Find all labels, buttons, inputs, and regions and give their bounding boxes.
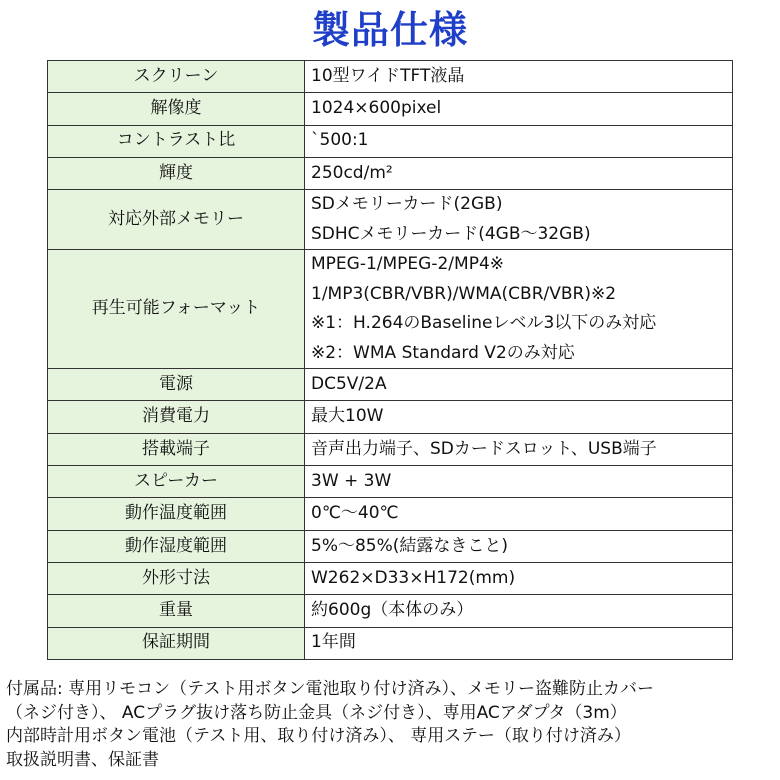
accessories-line: 付属品: 専用リモコン（テスト用ボタン電池取り付け済み）、メモリー盗難防止カバー	[6, 679, 654, 699]
spec-row	[48, 401, 733, 433]
spec-value	[305, 61, 733, 93]
spec-label: 輝度	[48, 157, 305, 189]
spec-row	[48, 562, 733, 594]
spec-value-line: 3W + 3W	[311, 470, 392, 491]
spec-row	[48, 466, 733, 498]
spec-value	[305, 157, 733, 189]
spec-label: スクリーン	[48, 61, 305, 93]
spec-value-line: 10型ワイドTFT液晶	[311, 65, 465, 86]
spec-row	[48, 595, 733, 627]
spec-value-line: 1024×600pixel	[311, 98, 442, 119]
spec-label: 外形寸法	[48, 562, 305, 594]
spec-value	[305, 530, 733, 562]
spec-value-line: ※1：H.264のBaselineレベル3以下のみ対応	[311, 313, 657, 334]
spec-row	[48, 369, 733, 401]
spec-row	[48, 190, 733, 250]
spec-label: 重量	[48, 595, 305, 627]
spec-label: 動作湿度範囲	[48, 530, 305, 562]
spec-table	[47, 60, 733, 660]
spec-value-line: `500:1	[311, 130, 369, 151]
spec-row	[48, 61, 733, 93]
spec-row	[48, 125, 733, 157]
spec-value-line: DC5V/2A	[311, 374, 387, 395]
accessories-line: 取扱説明書、保証書	[6, 749, 159, 770]
spec-value	[305, 433, 733, 465]
spec-value-line: 約600g（本体のみ）	[311, 600, 474, 621]
spec-value	[305, 498, 733, 530]
spec-value	[305, 93, 733, 125]
spec-value-line: MPEG-1/MPEG-2/MP4※	[311, 254, 505, 275]
spec-value-line: 5%～85%(結露なきこと)	[311, 535, 509, 556]
spec-value	[305, 401, 733, 433]
spec-label: スピーカー	[48, 466, 305, 498]
spec-label: 解像度	[48, 93, 305, 125]
spec-value	[305, 250, 733, 369]
spec-value-line: SDメモリーカード(2GB)	[311, 194, 503, 215]
spec-label: 対応外部メモリー	[48, 190, 305, 250]
spec-row	[48, 498, 733, 530]
spec-row	[48, 157, 733, 189]
spec-label: 再生可能フォーマット	[48, 250, 305, 369]
spec-value	[305, 627, 733, 659]
spec-value	[305, 190, 733, 250]
spec-value	[305, 595, 733, 627]
spec-label: 電源	[48, 369, 305, 401]
spec-row	[48, 627, 733, 659]
spec-value-line: ※2：WMA Standard V2のみ対応	[311, 342, 575, 363]
spec-value	[305, 369, 733, 401]
spec-value-line: 0℃～40℃	[311, 503, 399, 524]
spec-row	[48, 433, 733, 465]
spec-value-line: 250cd/m²	[311, 162, 393, 183]
page-title: 製品仕様	[311, 8, 468, 52]
accessories-line: （ネジ付き）、 ACプラグ抜け落ち防止金具（ネジ付き）、専用ACアダプタ（3m）	[6, 702, 627, 723]
spec-value-line: W262×D33×H172(mm)	[311, 567, 516, 588]
accessories-line: 内部時計用ボタン電池（テスト用、取り付け済み）、 専用ステー（取り付け済み）	[6, 726, 631, 746]
spec-value-line: 最大10W	[311, 406, 384, 427]
spec-label: 動作温度範囲	[48, 498, 305, 530]
spec-label: 保証期間	[48, 627, 305, 659]
spec-label: 搭載端子	[48, 433, 305, 465]
accessories-note	[6, 678, 776, 772]
spec-value	[305, 125, 733, 157]
spec-value-line: 1/MP3(CBR/VBR)/WMA(CBR/VBR)※2	[311, 283, 617, 304]
spec-row	[48, 530, 733, 562]
spec-label: 消費電力	[48, 401, 305, 433]
spec-row	[48, 250, 733, 369]
spec-label: コントラスト比	[48, 125, 305, 157]
spec-value-line: 音声出力端子、SDカードスロット、USB端子	[311, 438, 657, 459]
spec-value	[305, 562, 733, 594]
spec-value-line: 1年間	[311, 632, 356, 653]
spec-value-line: SDHCメモリーカード(4GB～32GB)	[311, 223, 591, 244]
spec-row	[48, 93, 733, 125]
spec-value	[305, 466, 733, 498]
